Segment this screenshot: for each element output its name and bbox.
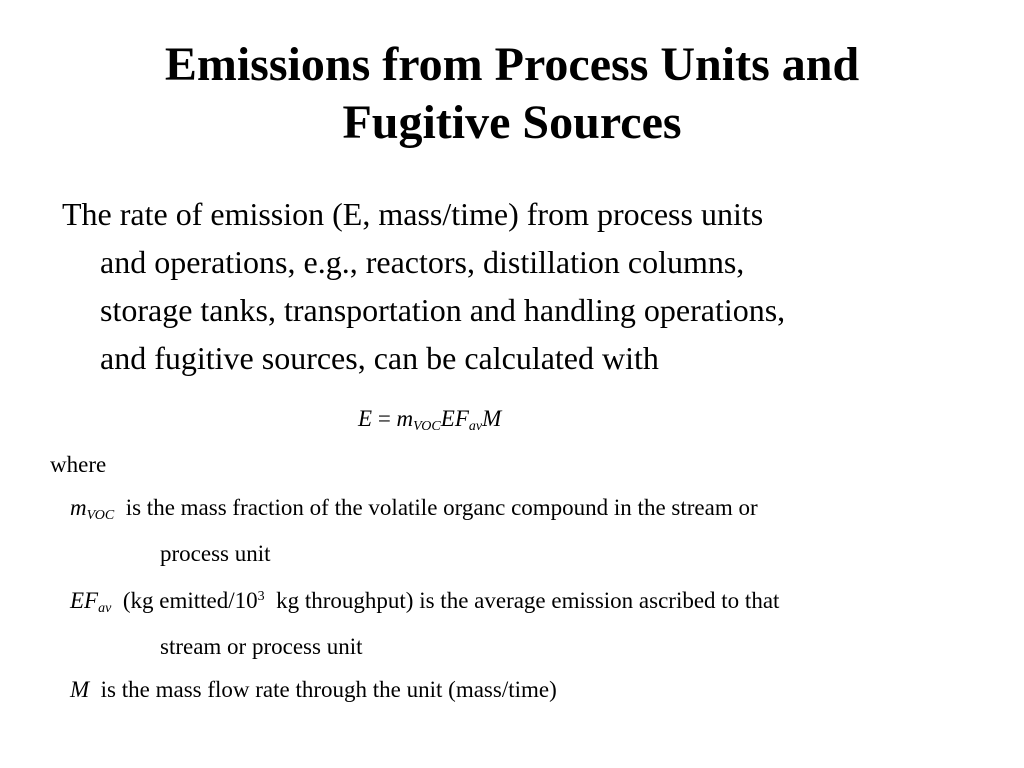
definition-m-symbol: M [70,677,90,702]
definition-mvoc-text: is the mass fraction of the volatile organc compound in the stream or [125,495,758,520]
equation-mass-flow: M [482,406,502,431]
definition-efav-text: (kg emitted/$10^3$ kg throughput) is the average emission ascribed to that [122,588,780,613]
slide-title-line-2: Fugitive Sources [342,96,682,149]
definition-m [70,676,557,704]
equation-lhs: E [358,406,373,431]
slide-title [40,36,984,152]
intro-line-1: The rate of emission (E, mass/time) from process units [62,196,764,232]
intro-line-4: and fugitive sources, can be calculated with [100,340,659,376]
equation-ef: EF [440,406,469,431]
definition-mvoc-text-line-2: process unit [160,541,271,566]
definition-mvoc [70,494,758,568]
equation-m: m [396,406,414,431]
emission-equation [358,404,501,434]
equation-ef-subscript: av [468,419,483,434]
equation-m-subscript: VOC [413,419,441,434]
definition-efav-symbol: $EF_{av}$ [70,588,112,616]
definition-mvoc-symbol: $m_{VOC}$ [70,495,115,523]
intro-line-2: and operations, e.g., reactors, distillation columns, [100,244,745,280]
definition-m-text: is the mass flow rate through the unit (mass/time) [100,677,557,702]
intro-paragraph [62,190,972,382]
slide-title-line-1: Emissions from Process Units and [164,38,860,91]
definition-efav-text-line-2: stream or process unit [160,634,363,659]
equation-equals: = [377,406,391,431]
definition-efav [70,587,779,661]
where-label: where [50,452,107,477]
intro-line-3: storage tanks, transportation and handling operations, [100,292,786,328]
